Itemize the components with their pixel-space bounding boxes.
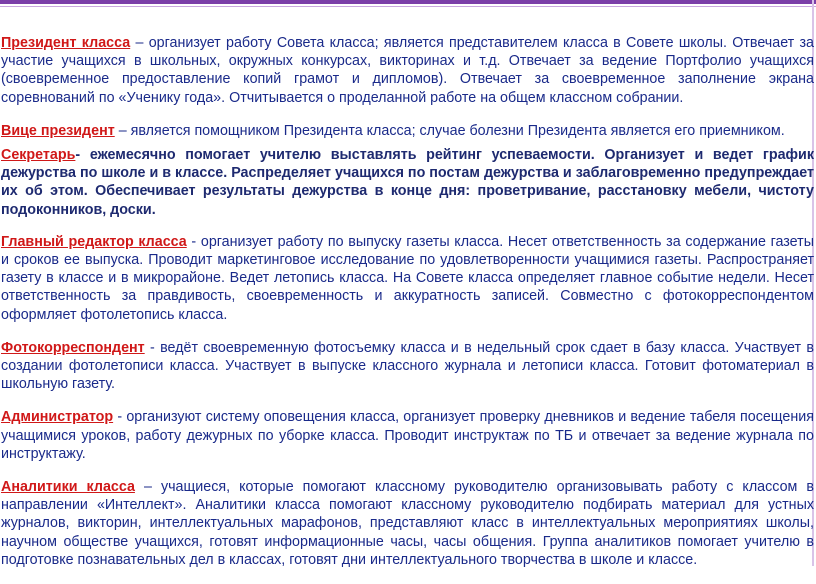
role-title: Главный редактор класса xyxy=(1,233,187,250)
paragraph-analysts: Аналитики класса – учащиеся, которые помогают классному руководителю организовывать работу с классом в направлении «Интеллект». Аналитики класса помогают классному руководителю подбирать материал для устных журналов, викторин, интеллектуальных марафонов, представляют класс в интеллектуальных мероприятиях школы, научном обществе учащихся, готовят информационные часы, часы общения. Группа аналитиков помогает учителю в подготовке познавательных дел в классах, готовят дни интеллектуального творчества в школе и классе. xyxy=(1,479,814,568)
paragraph-secretary: Секретарь- ежемесячно помогает учителю выставлять рейтинг успеваемости. Организует и ведет график дежурства по школе и в классе. Распределяет учащихся по постам дежурства и заблаговременно предупреждает их об этом. Обеспечивает результаты дежурства в конце дня: проветривание, расстановку мебели, чистоту подоконников, доски. xyxy=(1,147,814,218)
role-title: Вице президент xyxy=(1,122,115,139)
role-title: Аналитики класса xyxy=(1,479,135,496)
role-title: Президент класса xyxy=(1,35,131,51)
role-description: организуют систему оповещения класса, организует проверку дневников и ведение табеля посещения учащимися уроков, работу дежурных по уборке класса. Проводит инструктаж по ТБ и отвечает за ведение журнала по инструктажу. xyxy=(1,409,814,462)
role-title: Администратор xyxy=(1,409,114,426)
top-border xyxy=(0,0,816,4)
paragraph-photographer: Фотокорреспондент - ведёт своевременную фотосъемку класса и в недельный срок сдает в базу класса. Участвует в создании фотолетописи класса. Участвует в выпуске классного журнала и летописи класса. Готовит фотоматериал в школьную газету. xyxy=(1,339,814,393)
role-description: организует работу по выпуску газеты класса. Несет ответственность за содержание газеты и сроков ее выпуска. Проводит маркетинговое исследование по удовлетворенности учащимися газеты. Распространяет газету в классе и в микрорайоне. Ведет летопись класса. На Совете класса определяет главное событие недели. Несет ответственность за правдивость, своевременность и аккуратность записей. Совместно с фотокорреспондентом оформляет фотолетопись класса. xyxy=(1,233,814,323)
role-description: ежемесячно помогает учителю выставлять рейтинг успеваемости. Организует и ведет график дежурства по школе и в классе. Распределяет учащихся по постам дежурства и заблаговременно предупреждает их об этом. Обеспечивает результаты дежурства в конце дня: проветривание, расстановку мебели, чистоту подоконников, доски. xyxy=(1,147,814,218)
document-body xyxy=(1,34,814,584)
role-description: организует работу Совета класса; является представителем класса в Совете школы. Отвечает за участие учащихся в школьных, окружных конкурсах, викторинах и т.д. Отвечает за ведение Портфолио учащихся (своевременное предоставление копий грамот и дипломов). Отвечает за своевременное заполнение экрана соревнований по «Ученику года». Отчитывается о проделанной работе на общем классном собрании. xyxy=(1,35,814,106)
role-description: является помощником Президента класса; случае болезни Президента является его приемником. xyxy=(130,122,785,139)
paragraph-administrator: Администратор - организуют систему оповещения класса, организует проверку дневников и ведение табеля посещения учащимися уроков, работу дежурных по уборке класса. Проводит инструктаж по ТБ и отвечает за ведение журнала по инструктажу. xyxy=(1,409,814,462)
paragraph-chief-editor: Главный редактор класса - организует работу по выпуску газеты класса. Несет ответственность за содержание газеты и сроков ее выпуска. Проводит маркетинговое исследование по удовлетворенности учащимися газеты. Распространяет газету в классе и в микрорайоне. Ведет летопись класса. На Совете класса определяет главное событие недели. Несет ответственность за правдивость, своевременность и аккуратность записей. Совместно с фотокорреспондентом оформляет фотолетопись класса. xyxy=(1,233,814,323)
role-title: Фотокорреспондент xyxy=(1,339,145,356)
paragraph-vice-president: Вице президент – является помощником Президента класса; случае болезни Президента является его приемником. xyxy=(1,122,785,139)
top-border-thin xyxy=(0,6,816,7)
role-description: учащиеся, которые помогают классному руководителю организовывать работу с классом в направлении «Интеллект». Аналитики класса помогают классному руководителю подбирать материал для устных журналов, викторин, интеллектуальных марафонов, представляют класс в интеллектуальных мероприятиях школы, научном обществе учащихся, готовят информационные часы, часы общения. Группа аналитиков помогает учителю в подготовке познавательных дел в классах, готовят дни интеллектуального творчества в школе и классе. xyxy=(1,479,814,568)
role-description: ведёт своевременную фотосъемку класса и в недельный срок сдает в базу класса. Участвует в создании фотолетописи класса. Участвует в выпуске классного журнала и летописи класса. Готовит фотоматериал в школьную газету. xyxy=(1,339,814,393)
role-title: Секретарь xyxy=(1,147,76,164)
paragraph-president: Президент класса – организует работу Совета класса; является представителем класса в Совете школы. Отвечает за участие учащихся в школьных, окружных конкурсах, викторинах и т.д. Отвечает за ведение Портфолио учащихся (своевременное предоставление копий грамот и дипломов). Отвечает за своевременное заполнение экрана соревнований по «Ученику года». Отчитывается о проделанной работе на общем классном собрании. xyxy=(1,35,814,106)
